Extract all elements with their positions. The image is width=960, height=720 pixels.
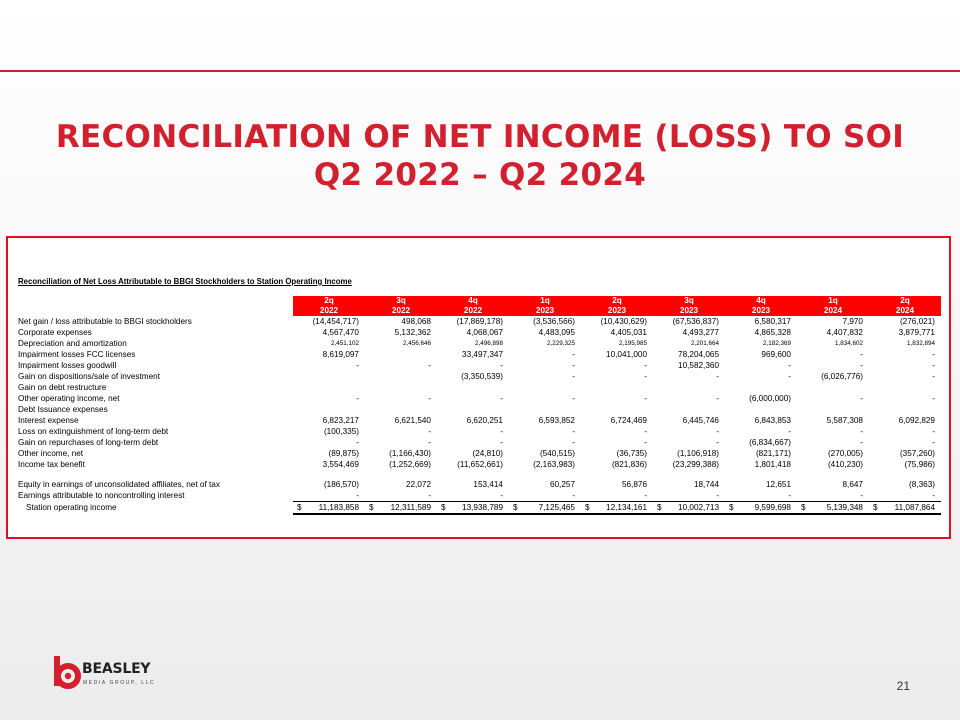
total-value: 12,311,589 (390, 503, 431, 512)
table-cell: 6,843,853 (754, 416, 791, 425)
table-cell: 153,414 (473, 480, 503, 489)
total-cell (869, 502, 941, 515)
total-label: Station operating income (26, 503, 117, 513)
table-cell: 1,834,602 (834, 340, 863, 347)
table-cell: 8,619,097 (322, 350, 359, 359)
table-cell: (3,350,539) (461, 372, 503, 381)
table-cell (293, 382, 365, 393)
table-cell: 60,257 (549, 480, 575, 489)
table-cell: 5,132,362 (394, 328, 431, 337)
table-cell: (11,652,661) (457, 460, 503, 469)
row-label: Depreciation and amortization (18, 339, 127, 348)
table-cell: 22,072 (405, 480, 431, 489)
row-label: Loss on extinguishment of long-term debt (18, 427, 169, 436)
table-cell: - (860, 427, 863, 436)
total-cell (509, 502, 581, 515)
column-quarter: 2q (581, 296, 653, 306)
row-label: Income tax benefit (18, 460, 85, 469)
table-cell: (276,021) (899, 317, 935, 326)
column-year: 2023 (653, 306, 725, 316)
total-value: 5,139,348 (826, 503, 863, 512)
table-cell: 18,744 (693, 480, 719, 489)
row-label: Debt Issuance expenses (18, 405, 108, 414)
table-cell: 10,582,360 (678, 361, 719, 370)
row-label: Impairment losses FCC licenses (18, 350, 136, 359)
currency-symbol: $ (297, 503, 302, 512)
table-cell: - (716, 427, 719, 436)
table-cell: (17,869,178) (456, 317, 503, 326)
table-cell (869, 404, 941, 415)
table-cell: - (932, 491, 935, 500)
table-cell (509, 382, 581, 393)
table-cell: 6,621,540 (394, 416, 431, 425)
table-cell: - (572, 394, 575, 403)
table-cell: - (572, 427, 575, 436)
table-row (16, 437, 941, 448)
total-cell (365, 502, 437, 515)
column-year: 2022 (437, 306, 509, 316)
table-caption: Reconciliation of Net Loss Attributable to BBGI Stockholders to Station Operating Income (18, 276, 352, 286)
table-cell: 7,970 (842, 317, 863, 326)
table-cell: 2,182,369 (762, 340, 791, 347)
table-cell: - (572, 491, 575, 500)
table-cell: - (500, 361, 503, 370)
table-cell (293, 404, 365, 415)
table-cell: 498,068 (401, 317, 431, 326)
table-cell: 1,801,418 (754, 460, 791, 469)
column-quarter: 2q (293, 296, 365, 306)
table-cell: (2,163,983) (533, 460, 575, 469)
table-cell (725, 404, 797, 415)
total-value: 10,002,713 (678, 503, 719, 512)
table-cell: (1,252,669) (389, 460, 431, 469)
row-label: Corporate expenses (18, 328, 92, 337)
table-cell (365, 382, 437, 393)
table-cell: - (572, 350, 575, 359)
table-cell: 5,587,308 (826, 416, 863, 425)
table-cell (293, 371, 365, 382)
currency-symbol: $ (801, 503, 806, 512)
table-cell: (75,986) (904, 460, 935, 469)
table-cell: - (500, 427, 503, 436)
table-cell: - (500, 491, 503, 500)
table-row (16, 404, 941, 415)
table-cell: - (572, 372, 575, 381)
table-cell: 78,204,065 (678, 350, 719, 359)
row-label: Gain on debt restructure (18, 383, 107, 392)
column-quarter: 1q (797, 296, 869, 306)
table-cell: (67,536,837) (672, 317, 719, 326)
table-cell: 4,405,031 (610, 328, 647, 337)
table-row (16, 338, 941, 349)
row-label: Gain on dispositions/sale of investment (18, 372, 160, 381)
table-cell (365, 371, 437, 382)
header-row-year (16, 306, 941, 316)
column-quarter: 2q (869, 296, 941, 306)
row-label: Impairment losses goodwill (18, 361, 117, 370)
table-cell: - (860, 394, 863, 403)
table-cell: - (356, 361, 359, 370)
table-cell: - (860, 350, 863, 359)
currency-symbol: $ (585, 503, 590, 512)
column-quarter: 1q (509, 296, 581, 306)
table-row (16, 426, 941, 437)
table-cell: - (356, 438, 359, 447)
table-cell (725, 382, 797, 393)
table-cell: - (788, 361, 791, 370)
table-cell: - (644, 394, 647, 403)
total-value: 11,183,858 (318, 503, 359, 512)
total-cell (725, 502, 797, 515)
table-cell: - (788, 491, 791, 500)
table-cell (797, 404, 869, 415)
table-cell: (10,430,629) (600, 317, 647, 326)
table-cell: (6,026,776) (821, 372, 863, 381)
table-cell (581, 382, 653, 393)
table-cell: - (716, 372, 719, 381)
slide-title-line-1: RECONCILIATION OF NET INCOME (LOSS) TO SOI (55, 119, 905, 155)
table-cell: (6,834,667) (749, 438, 791, 447)
table-cell: (540,515) (539, 449, 575, 458)
table-cell: 12,651 (765, 480, 791, 489)
row-label: Earnings attributable to noncontrolling interest (18, 491, 185, 501)
column-year: 2022 (293, 306, 365, 316)
table-cell: - (716, 491, 719, 500)
table-cell: 2,451,102 (330, 340, 359, 347)
table-cell: 2,229,325 (546, 340, 575, 347)
table-row (16, 490, 941, 502)
table-cell: - (428, 427, 431, 436)
table-cell: 2,201,664 (690, 340, 719, 347)
total-cell (653, 502, 725, 515)
table-cell: (1,106,918) (677, 449, 719, 458)
total-value: 7,125,465 (538, 503, 575, 512)
total-cell (437, 502, 509, 515)
table-cell: (1,166,430) (389, 449, 431, 458)
table-cell: - (572, 438, 575, 447)
table-cell: (3,536,566) (533, 317, 575, 326)
table-cell: - (860, 491, 863, 500)
column-year: 2022 (365, 306, 437, 316)
table-cell (509, 404, 581, 415)
page-number: 21 (896, 679, 910, 693)
total-cell (293, 502, 365, 515)
table-cell: 1,832,894 (906, 340, 935, 347)
table-cell (653, 404, 725, 415)
table-row (16, 327, 941, 338)
table-cell: (100,335) (323, 427, 359, 436)
total-row (16, 502, 941, 515)
table-cell: 6,620,251 (466, 416, 503, 425)
table-cell: 4,068,067 (466, 328, 503, 337)
table-cell: - (788, 372, 791, 381)
table-cell: - (932, 350, 935, 359)
table-cell (437, 382, 509, 393)
table-cell: 2,456,646 (402, 340, 431, 347)
currency-symbol: $ (441, 503, 446, 512)
table-cell: - (428, 438, 431, 447)
logo-subtitle: MEDIA GROUP, LLC (83, 680, 156, 686)
table-cell: - (500, 438, 503, 447)
row-label: Interest expense (18, 416, 79, 425)
table-cell: 3,554,469 (322, 460, 359, 469)
total-value: 11,087,864 (894, 503, 935, 512)
currency-symbol: $ (513, 503, 518, 512)
total-cell (797, 502, 869, 515)
table-cell: (410,230) (827, 460, 863, 469)
table-cell: (186,570) (323, 480, 359, 489)
table-cell: - (644, 491, 647, 500)
table-cell (797, 382, 869, 393)
table-cell: 10,041,000 (606, 350, 647, 359)
table-cell: 6,724,469 (610, 416, 647, 425)
table-row (16, 393, 941, 404)
table-cell: (23,299,388) (672, 460, 719, 469)
spacer-row (16, 470, 941, 479)
table-cell: - (932, 361, 935, 370)
table-cell: - (572, 361, 575, 370)
slide-title-line-2: Q2 2022 – Q2 2024 (313, 157, 647, 193)
beasley-logo (52, 656, 172, 692)
table-cell: 4,865,328 (754, 328, 791, 337)
table-cell: (14,454,717) (312, 317, 359, 326)
table-cell: (24,810) (472, 449, 503, 458)
table-cell: 3,879,771 (898, 328, 935, 337)
row-label: Equity in earnings of unconsolidated affiliates, net of tax (18, 480, 220, 489)
table-cell: 969,600 (761, 350, 791, 359)
table-cell: - (860, 361, 863, 370)
table-cell: 6,092,829 (898, 416, 935, 425)
table-cell: - (428, 394, 431, 403)
table-cell: - (932, 438, 935, 447)
beasley-b-logo-icon (52, 656, 82, 690)
column-quarter: 3q (653, 296, 725, 306)
column-year: 2023 (581, 306, 653, 316)
table-cell: - (860, 438, 863, 447)
row-label: Net gain / loss attributable to BBGI stockholders (18, 317, 192, 326)
column-year: 2024 (797, 306, 869, 316)
reconciliation-table (16, 296, 941, 515)
table-row (16, 360, 941, 371)
column-year: 2024 (869, 306, 941, 316)
column-quarter: 4q (725, 296, 797, 306)
column-year: 2023 (509, 306, 581, 316)
table-row (16, 371, 941, 382)
table-cell: - (428, 361, 431, 370)
table-cell: 2,496,898 (474, 340, 503, 347)
table-cell: (821,836) (611, 460, 647, 469)
table-cell (365, 404, 437, 415)
table-cell: - (644, 427, 647, 436)
column-year: 2023 (725, 306, 797, 316)
table-cell: - (356, 394, 359, 403)
table-cell: 56,876 (621, 480, 647, 489)
slide-title (0, 118, 960, 194)
table-cell: (8,363) (909, 480, 935, 489)
top-accent-rule (0, 70, 960, 72)
row-label: Gain on repurchases of long-term debt (18, 438, 159, 447)
column-quarter: 4q (437, 296, 509, 306)
table-row (16, 316, 941, 327)
table-cell: - (932, 427, 935, 436)
table-cell: - (644, 361, 647, 370)
table-cell: (6,000,000) (749, 394, 791, 403)
total-value: 12,134,161 (606, 503, 647, 512)
header-row-quarter (16, 296, 941, 306)
table-row (16, 415, 941, 426)
reconciliation-panel (6, 236, 951, 539)
table-cell: (89,875) (328, 449, 359, 458)
table-row (16, 479, 941, 490)
table-cell: - (428, 491, 431, 500)
table-cell: 4,493,277 (682, 328, 719, 337)
table-cell (437, 404, 509, 415)
table-cell: (357,260) (899, 449, 935, 458)
table-cell: 33,497,347 (462, 350, 503, 359)
table-cell: - (932, 372, 935, 381)
table-cell: - (644, 438, 647, 447)
table-cell: 6,823,217 (322, 416, 359, 425)
table-cell: 6,445,746 (682, 416, 719, 425)
table-cell: 4,567,470 (322, 328, 359, 337)
table-cell: 2,195,985 (618, 340, 647, 347)
total-value: 9,599,698 (754, 503, 791, 512)
table-cell: - (644, 372, 647, 381)
table-cell (869, 382, 941, 393)
table-row (16, 459, 941, 470)
logo-wordmark: BEASLEY (82, 661, 151, 677)
currency-symbol: $ (369, 503, 374, 512)
table-cell (581, 404, 653, 415)
table-row (16, 349, 941, 360)
table-cell: - (716, 438, 719, 447)
table-cell: 8,647 (842, 480, 863, 489)
table-cell: - (500, 394, 503, 403)
table-cell: 4,407,832 (826, 328, 863, 337)
table-cell (365, 349, 437, 360)
table-cell: - (716, 394, 719, 403)
table-cell: 6,593,852 (538, 416, 575, 425)
table-cell: - (788, 427, 791, 436)
row-label: Other income, net (18, 449, 84, 458)
table-cell: 4,483,095 (538, 328, 575, 337)
total-value: 13,938,789 (462, 503, 503, 512)
table-cell: - (356, 491, 359, 500)
table-cell: (36,735) (616, 449, 647, 458)
table-row (16, 448, 941, 459)
currency-symbol: $ (657, 503, 662, 512)
column-quarter: 3q (365, 296, 437, 306)
table-cell (653, 382, 725, 393)
currency-symbol: $ (873, 503, 878, 512)
table-cell: (270,005) (827, 449, 863, 458)
total-cell (581, 502, 653, 515)
table-cell: - (932, 394, 935, 403)
table-cell: (821,171) (755, 449, 791, 458)
table-cell: 6,580,317 (754, 317, 791, 326)
row-label: Other operating income, net (18, 394, 120, 403)
table-row (16, 382, 941, 393)
currency-symbol: $ (729, 503, 734, 512)
